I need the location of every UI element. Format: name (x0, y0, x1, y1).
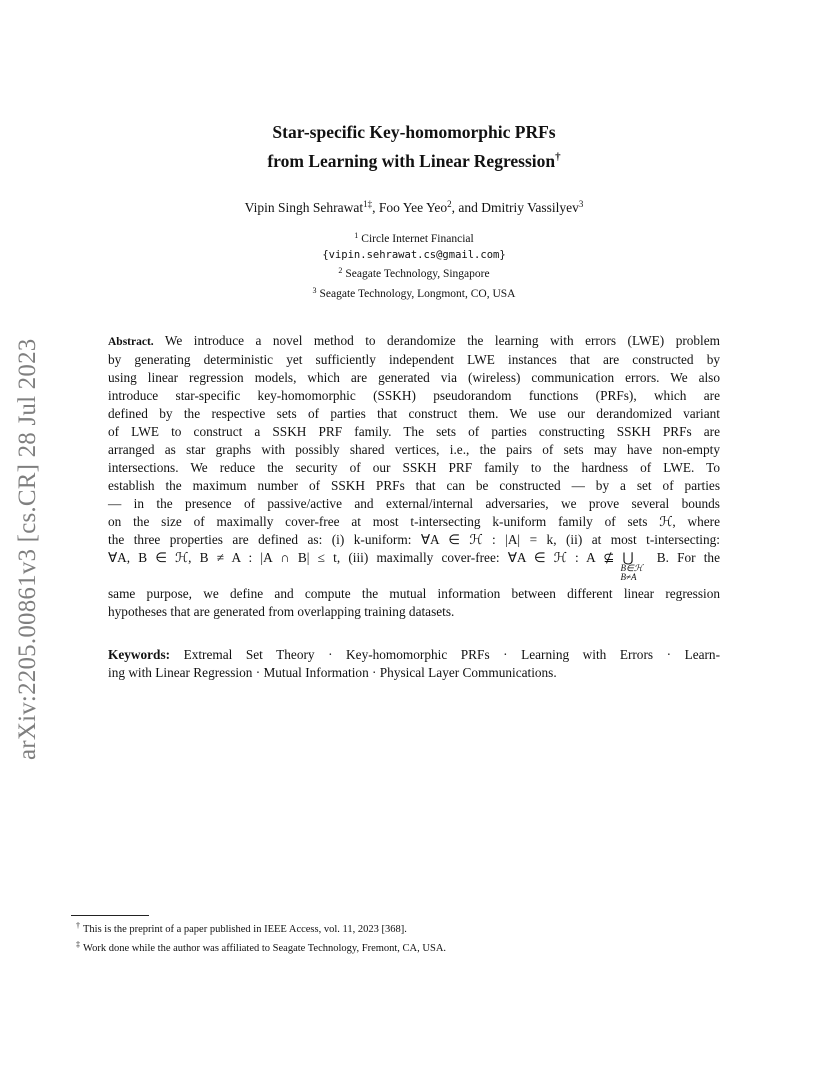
keywords-text: Extremal Set Theory · Key-homomorphic PRFs · Learning with Errors · Learn- (183, 647, 720, 662)
keywords-line: ing with Linear Regression · Mutual Information · Physical Layer Communications. (108, 665, 557, 680)
abstract-line (108, 332, 720, 351)
affiliation-1 (110, 228, 718, 248)
abstract-line: — in the presence of passive/active and external/internal adversaries, we prove several bounds (108, 496, 720, 511)
author-3-mark: 3 (578, 199, 584, 209)
author-1: Vipin Singh Sehrawat (244, 200, 364, 215)
abstract-line: of LWE to construct a SSKH PRF family. The sets of parties constructing SSKH PRFs are (108, 424, 720, 439)
abstract-text: We introduce a novel method to derandomize the learning with errors (LWE) problem (164, 333, 721, 348)
affiliation-3 (110, 283, 718, 303)
union-subscript (621, 564, 651, 582)
union-subscript-2: B≠A (620, 572, 637, 582)
abstract-line: intersections. We reduce the security of our SSKH PRF family to the hardness of LWE. To (108, 460, 720, 475)
abstract-line: by generating deterministic yet sufficiently independent LWE instances that are constructed by (108, 352, 720, 367)
union-symbol: ⋃ (622, 550, 634, 565)
abstract-line: hypotheses that are generated from overlapping training datasets. (108, 604, 455, 619)
footnote-1-text: This is the preprint of a paper published in IEEE Access, vol. 11, 2023 [368]. (83, 924, 407, 935)
title-footnote-mark: † (555, 151, 561, 163)
author-list: Vipin Singh Sehrawat$^{1\ddagger}$, Foo Yee Yeo$^2$, and Dmitriy Vassilyev$^3$ (244, 199, 584, 215)
abstract-line: same purpose, we define and compute the mutual information between different linear regression (108, 586, 720, 601)
footnote-2-text: Work done while the author was affiliated to Seagate Technology, Fremont, CA, USA. (83, 942, 447, 954)
author-3: and Dmitriy Vassilyev (458, 200, 579, 215)
abstract-line: using linear regression models, which are generated via (wireless) communication errors. We also (108, 370, 720, 385)
abstract-line: introduce star-specific key-homomorphic (SSKH) pseudorandom functions (PRFs), which are (108, 388, 720, 403)
affiliations (110, 228, 718, 302)
abstract-line: the three properties are defined as: (i) k-uniform: ∀A ∈ ℋ : |A| = k, (ii) at most t-intersecting: (108, 532, 720, 547)
abstract-line: on the size of maximally cover-free at most t-intersecting k-uniform family of sets ℋ, where (108, 514, 720, 529)
footnote-rule (71, 915, 149, 916)
contact-email: {vipin.sehrawat.cs@gmail.com} (322, 248, 506, 261)
abstract-text: B. For the (656, 550, 720, 565)
keywords-line (108, 646, 720, 664)
keywords-label: Keywords: (108, 647, 171, 662)
footnote-2 (76, 938, 756, 957)
affiliation-2-name: Seagate Technology, Singapore (345, 268, 490, 280)
title-line-2 (110, 145, 718, 174)
paper-title (110, 120, 718, 174)
abstract (108, 332, 720, 621)
affiliation-3-mark: 3 (312, 285, 317, 295)
author-1-mark: 1‡ (363, 199, 373, 209)
abstract-line: arranged as star graphs with possibly shared vertices, i.e., the pairs of sets may have non-empty (108, 442, 720, 457)
footnote-1-mark: † (76, 921, 80, 930)
footnote-1 (76, 919, 756, 938)
union-subscript-1: B∈ℋ (620, 563, 643, 573)
abstract-label: Abstract. (108, 336, 154, 348)
footnote-2-mark: ‡ (76, 939, 80, 949)
affiliation-3-name: Seagate Technology, Longmont, CO, USA (319, 287, 516, 300)
title-line-1: Star-specific Key-homomorphic PRFs (272, 122, 556, 142)
keywords (108, 646, 720, 682)
abstract-line: defined by the respective sets of parties that construct them. We use our derandomized variant (108, 406, 720, 421)
affiliation-1-name: Circle Internet Financial (361, 233, 474, 245)
big-union-operator (620, 549, 649, 582)
author-2-mark: 2 (447, 199, 452, 209)
affiliation-1-mark: 1 (354, 231, 359, 240)
abstract-math-line (108, 549, 720, 585)
affiliation-2-mark: 2 (338, 266, 343, 275)
author-2: Foo Yee Yeo (378, 200, 448, 215)
affiliation-2 (110, 263, 718, 283)
title-line-2-text: from Learning with Linear Regression (267, 151, 556, 171)
abstract-line: establish the maximum number of SSKH PRFs that can be constructed — by a set of parties (108, 478, 720, 493)
footnotes (76, 919, 756, 956)
arxiv-identifier-stamp: arXiv:2205.00861v3 [cs.CR] 28 Jul 2023 (14, 338, 41, 760)
abstract-text: ∀A, B ∈ ℋ, B ≠ A : |A ∩ B| ≤ t, (iii) maximally cover-free: ∀A ∈ ℋ : A ⊈ (108, 550, 615, 565)
